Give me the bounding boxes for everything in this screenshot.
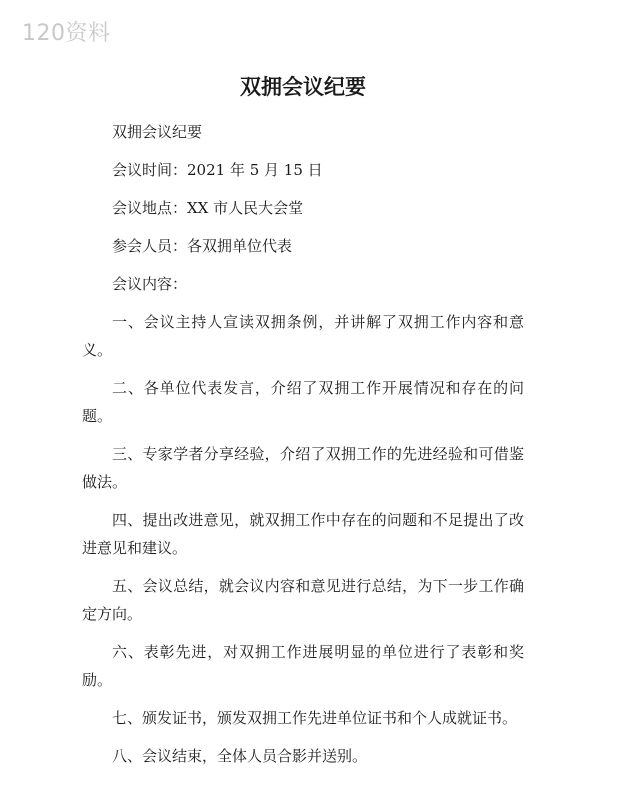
meeting-time: 会议时间：2021 年 5 月 15 日 <box>112 161 323 179</box>
document-body <box>82 70 524 780</box>
document-subtitle: 双拥会议纪要 <box>112 123 203 141</box>
agenda-item-5: 五、会议总结，就会议内容和意见进行总结，为下一步工作确定方向。 <box>82 577 524 623</box>
agenda-item-3: 三、专家学者分享经验，介绍了双拥工作的先进经验和可借鉴做法。 <box>82 445 524 491</box>
watermark-logo: 120资料 <box>22 21 111 46</box>
meeting-place: 会议地点：XX 市人民大会堂 <box>112 199 304 217</box>
agenda-item-4: 四、提出改进意见，就双拥工作中存在的问题和不足提出了改进意见和建议。 <box>82 511 524 557</box>
agenda-item-6: 六、表彰先进，对双拥工作进展明显的单位进行了表彰和奖励。 <box>82 643 524 689</box>
agenda-item-1: 一、会议主持人宣读双拥条例，并讲解了双拥工作内容和意义。 <box>82 313 524 359</box>
agenda-item-8: 八、会议结束，全体人员合影并送别。 <box>112 747 368 765</box>
agenda-item-2: 二、各单位代表发言，介绍了双拥工作开展情况和存在的问题。 <box>82 379 524 425</box>
document-title: 双拥会议纪要 <box>240 74 366 99</box>
meeting-attendees: 参会人员：各双拥单位代表 <box>112 237 293 255</box>
meeting-content-label: 会议内容： <box>112 275 188 293</box>
agenda-item-7: 七、颁发证书，颁发双拥工作先进单位证书和个人成就证书。 <box>112 709 518 727</box>
